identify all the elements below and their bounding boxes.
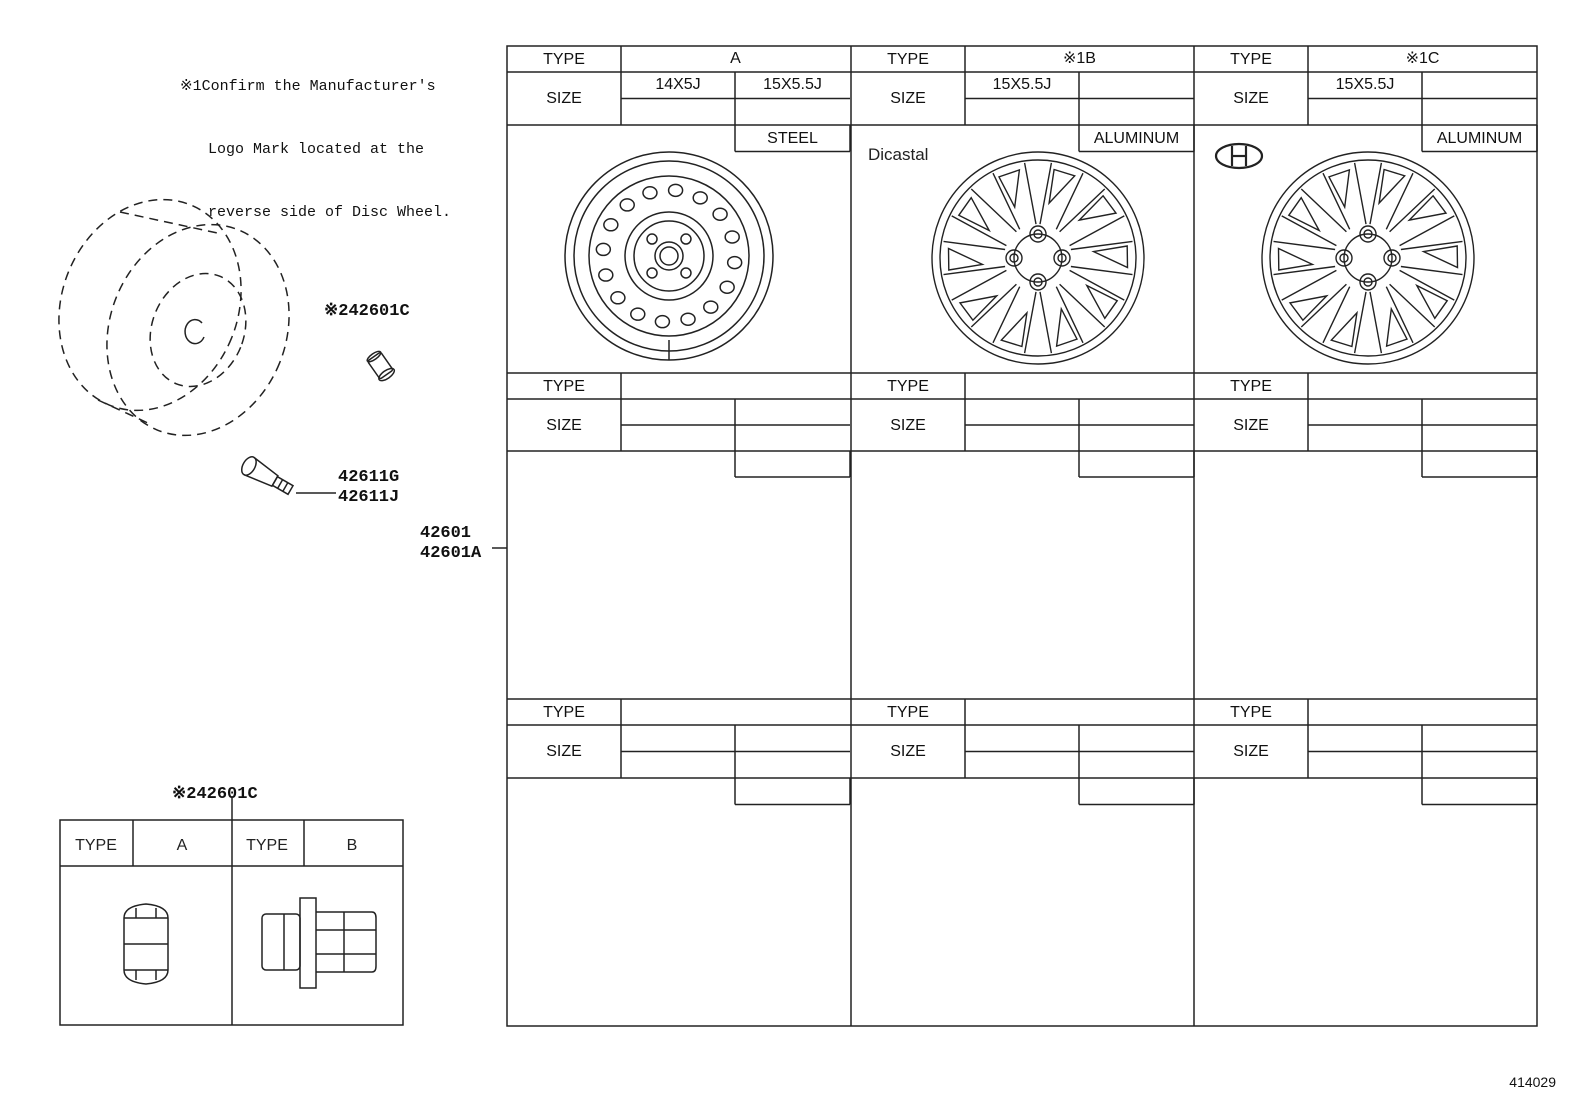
tire-hub-icon: [185, 320, 204, 344]
size-label: SIZE: [546, 90, 582, 107]
size-label: SIZE: [546, 417, 582, 434]
callout-wheel-42601a[interactable]: 42601A: [420, 544, 482, 563]
callout-valve-42611j[interactable]: 42611J: [338, 488, 400, 507]
callout-lug-nut[interactable]: ※242601C: [324, 302, 410, 321]
size-label: SIZE: [890, 743, 926, 760]
type-value-2: ※1C: [1405, 50, 1440, 67]
size-value-0-2: 15X5.5J: [763, 76, 822, 93]
callout-wheel-42601[interactable]: 42601: [420, 524, 472, 543]
size-label: SIZE: [890, 90, 926, 107]
size-value-0-1: 14X5J: [655, 76, 701, 93]
type-value-0: A: [730, 50, 741, 67]
size-value-1-1: 15X5.5J: [992, 76, 1052, 93]
material-0: STEEL: [767, 130, 818, 147]
size-label: SIZE: [546, 743, 582, 760]
type-label: TYPE: [1230, 378, 1272, 395]
size-label: SIZE: [1233, 417, 1269, 434]
size-label: SIZE: [1233, 743, 1269, 760]
lug-type-b-value: B: [346, 837, 358, 854]
type-label: TYPE: [1230, 704, 1272, 721]
callout-lug-nut-table[interactable]: ※242601C: [172, 785, 258, 804]
lug-type-a-label: TYPE: [75, 837, 117, 854]
size-value-2-1: 15X5.5J: [1335, 76, 1395, 93]
type-value-1: ※1B: [1063, 50, 1096, 67]
figure-id: 414029: [1509, 1074, 1556, 1090]
type-label: TYPE: [543, 378, 585, 395]
dicastal-logo: Dicastal: [868, 145, 929, 164]
type-label: TYPE: [887, 704, 929, 721]
logo-h-icon: [1216, 144, 1262, 168]
lug-nut-type-b-icon: [262, 898, 376, 988]
material-1: ALUMINUM: [1093, 130, 1180, 147]
valve-stem-icon: [239, 454, 296, 498]
type-label: TYPE: [543, 704, 585, 721]
type-label: TYPE: [887, 378, 929, 395]
note-line-2: Logo Mark located at the: [208, 141, 425, 158]
alloy-wheel-c-icon: [1262, 152, 1474, 364]
callout-valve-42611g[interactable]: 42611G: [338, 468, 400, 487]
lug-nut-icon: [365, 349, 396, 383]
type-label: TYPE: [543, 51, 585, 68]
size-label: SIZE: [1233, 90, 1269, 107]
note-line-1: ※1Confirm the Manufacturer's: [180, 78, 436, 95]
size-label: SIZE: [890, 417, 926, 434]
lug-type-b-label: TYPE: [246, 837, 288, 854]
lug-nut-type-a-icon: [124, 904, 168, 984]
wheel-type-table: [507, 46, 1537, 1026]
steel-wheel-icon: [565, 152, 773, 360]
material-2: ALUMINUM: [1436, 130, 1523, 147]
type-label: TYPE: [887, 51, 929, 68]
alloy-wheel-b-icon: [932, 152, 1144, 364]
tire-illustration: [28, 172, 320, 463]
note-line-3: reverse side of Disc Wheel.: [208, 204, 452, 221]
type-label: TYPE: [1230, 51, 1272, 68]
lug-type-a-value: A: [176, 837, 188, 854]
